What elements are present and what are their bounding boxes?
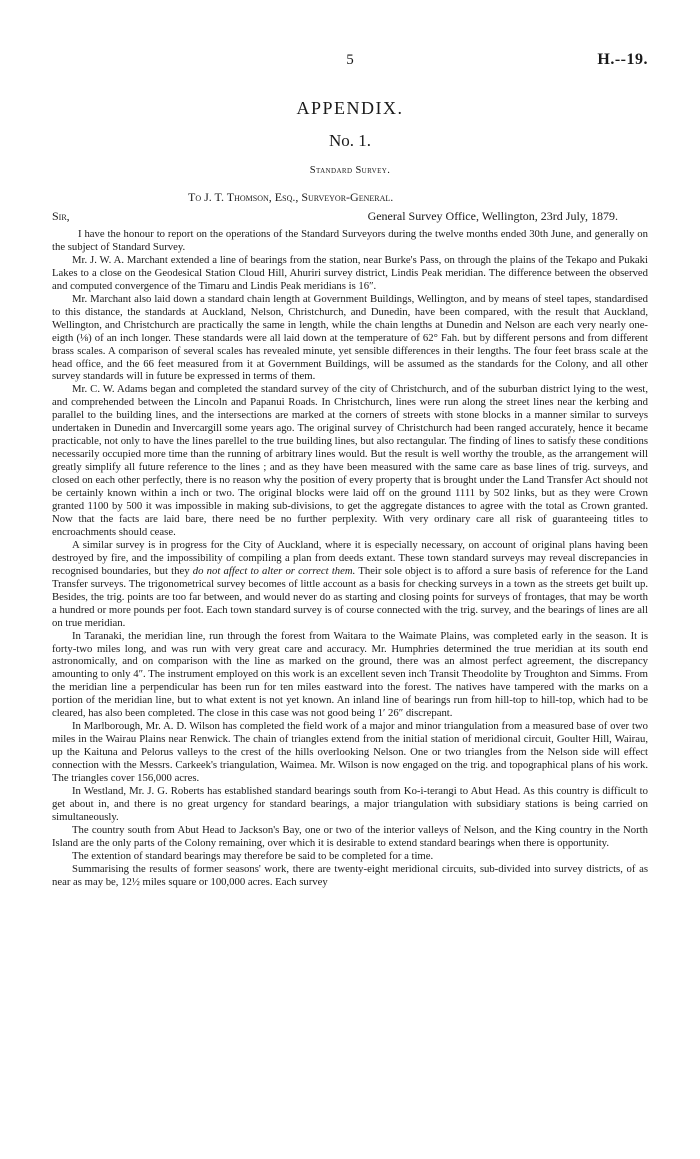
letter-addressee: To J. T. Thomson, Esq., Surveyor-General.: [188, 190, 394, 204]
paragraph-remaining-country: The country south from Abut Head to Jackson's Bay, one or two of the interior valleys of Nelson, and the King country in the North Island are the only parts of the Colony remaining, over which it is desirable to extend standard bearings when there is opportunity.: [52, 823, 648, 849]
appendix-number: No. 1.: [328, 131, 372, 150]
paragraph-westland-bearings: In Westland, Mr. J. G. Roberts has established standard bearings south from Ko-i-terangi to Abut Head. As this country is difficult to get about in, and there is no great urgency for standard bearings, a major triangulation with subsidiary stations is being carried on simultaneously.: [52, 784, 648, 823]
paragraph-christchurch-survey: Mr. C. W. Adams began and completed the standard survey of the city of Christchurch, and of the suburban district lying to the west, and comprehended between the Lincoln and Papanui Roads. In Christchurch, lines were run along the street lines near the kerbing and parallel to the building lines, and the intersections are marked at the corners of streets with stone blocks in a manner similar to surveys undertaken in Dunedin and Invercargill some years ago. The original survey of Christchurch had been ranged accurately, hence it became practicable, not only to have the lines parellel to the true building lines, but also rectangular. The finding of lines to satisfy these conditions necessarily occupied more time than the running of arbitrary lines would. But the result is well worthy the trouble, as the arrangement will greatly simplify all future reference to the lines ; and as they have been measured with the same care as base lines of trig. surveys, and closed on each other perfectly, there is no reason why the position of every property that is brought under the Land Transfer Act should not be certainly known within a inch or two. The original blocks were laid off on the ground 1111 by 502 links, but as they were Crown granted 1100 by 500 it was impossible in making sub-divisions, to get the aggregate distances to agree with the total as Crown granted. Now that the facts are laid bare, there need be no further perplexity. With very ordinary care all risk of guaranteeing titles to encroachments should cease.: [52, 383, 648, 538]
paragraph-auckland-text-after: Their sole object is to afford a sure basis of reference for the Land Transfer surveys. The trigonometrical survey becomes of little account as a basis for checking surveys in a town as the streets get built up. Besides, the trig. points are too far between, and would never do as starting and closing points for surveys of frontages, that may be worth a hundred or more pounds per foot. Each town standard survey is of course connected with the trig. survey, and the bearings of lines are all on true meridian.: [52, 564, 648, 629]
letter-salutation: Sir,: [52, 209, 70, 223]
document-reference: H.--19.: [597, 51, 648, 68]
paragraph-marlborough-triangulation: In Marlborough, Mr. A. D. Wilson has completed the field work of a major and minor triangulation from a measured base of over two miles in the Wairau Plains near Renwick. The chain of triangles extend from the initial station of meridional circuit, Goulter Hill, Wairau, up the Kaituna and Pelorus valleys to the crest of the hills overlooking Nelson. One or two triangles from the Nelson side will effect connection with the Messrs. Carkeek's triangulation, Waimea. Mr. Wilson is now engaged on the trig. and topographical plans of his work. The triangles cover 156,000 acres.: [52, 720, 648, 785]
appendix-title: APPENDIX.: [296, 98, 404, 118]
paragraph-chain-standards: Mr. Marchant also laid down a standard chain length at Government Buildings, Wellington, and by means of steel tapes, standardised to this distance, the standards at Auckland, Nelson, Christchurch, and Dunedin, have been compared, with the result that Auckland, Wellington, and Christchurch are practically the same in length, while the chain lengths at Dunedin and Nelson are each very nearly one-eigth (⅛) of an inch longer. These standards were all laid down at the temperature of 62° Fah. but by different persons and from different brass scales. A comparison of several scales has revealed minute, yet sensible differences in their lengths. The four feet brass scale at the head office, and the 66 feet measured from it at Government Buildings, will be assumed as the standards for the Colony, and all other survey standards will in future be expressed in terms of them.: [52, 292, 648, 383]
section-title: Standard Survey.: [309, 165, 391, 176]
letter-body: [52, 228, 648, 889]
paragraph-intro: I have the honour to report on the operations of the Standard Surveyors during the twelve months ended 30th June, and generally on the subject of Standard Survey.: [52, 228, 648, 253]
paragraph-extension-complete: The extention of standard bearings may therefore be said to be completed for a time.: [72, 849, 434, 862]
paragraph-auckland-text-before: A similar survey is in progress for the City of Auckland, where it is especially necessary, on account of original plans having been destroyed by fire, and the impossibility of compiling a plan from deeds extant. These town standard surveys may reveal discrepancies in recognised boundaries, but they: [52, 538, 648, 577]
letter-origin-date: General Survey Office, Wellington, 23rd July, 1879.: [367, 209, 618, 223]
paragraph-marchant-bearings: Mr. J. W. A. Marchant extended a line of bearings from the station, near Burke's Pass, on through the plains of the Tekapo and Pukaki Lakes to a close on the Geodesical Station Cloud Hill, Ahuriri survey district, Lindis Peak meridian. The difference between the observed and computed convergence of the Timaru and Lindis Peak meridians is 16″.: [52, 253, 648, 292]
paragraph-auckland-survey: [52, 539, 648, 630]
paragraph-taranaki-meridian: In Taranaki, the meridian line, run through the forest from Waitara to the Waimate Plains, was completed early in the season. It is forty-two miles long, and was run with very great care and accuracy. Mr. Humphries determined the true meridian at its south end astronomically, and on comparison with the line as marked on the ground, there was an almost perfect agreement, the discrepancy amounting to only 4″. The instrument employed on this work is an excellent seven inch Transit Theodolite by Troughton and Simms. From the meridian line a perpendicular has been run for ten miles eastward into the forest. The natives have tampered with the marks on a portion of the meridian line, but to what extent is not yet known. An inland line of bearings run from hill-top to hill-top, which had to be cleared, has also been completed. The close in this case was not good being 1′ 26″ discrepant.: [52, 629, 648, 720]
paragraph-auckland-emphasis: do not affect to alter or correct them.: [192, 564, 356, 577]
page-number: 5: [346, 52, 354, 68]
paragraph-summary: Summarising the results of former seasons' work, there are twenty-eight meridional circuits, sub-divided into survey districts, of as near as may be, 12½ miles square or 100,000 acres. Each survey: [52, 862, 648, 888]
